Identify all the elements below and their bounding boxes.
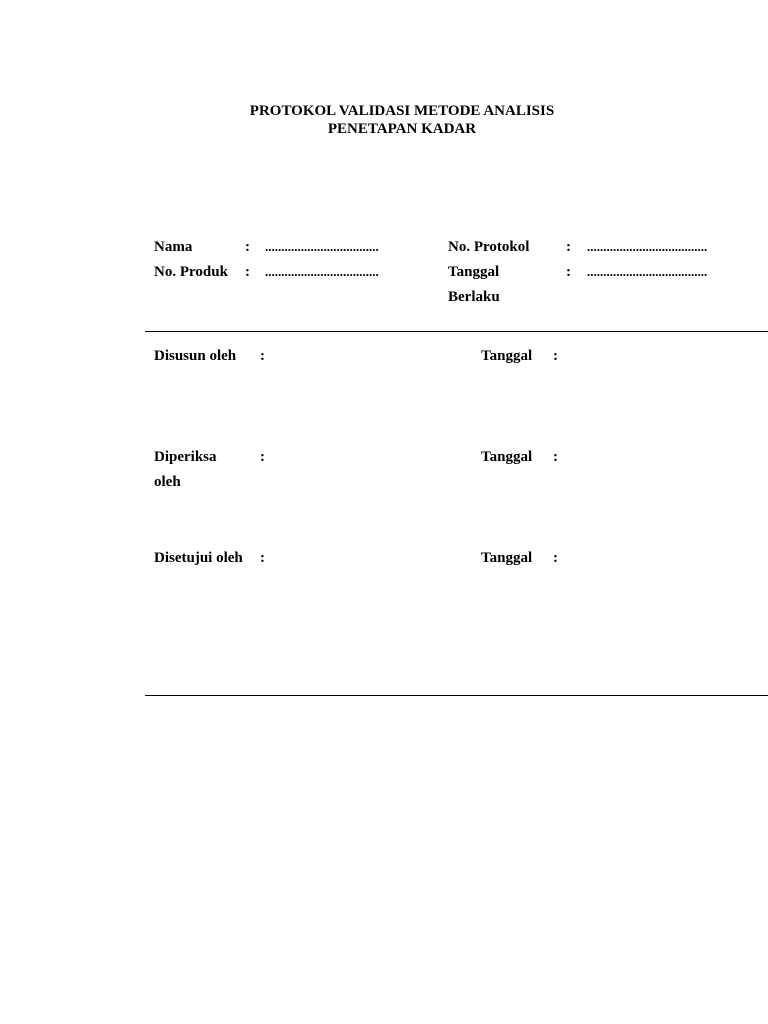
disetujui-tanggal-label: Tanggal bbox=[481, 550, 533, 566]
disusun-tanggal-colon: : bbox=[553, 348, 558, 364]
no-protokol-label: No. Protokol bbox=[448, 239, 530, 255]
nama-colon: : bbox=[245, 239, 250, 255]
tanggal-berlaku-colon: : bbox=[566, 264, 571, 280]
document-title-line1: PROTOKOL VALIDASI METODE ANALISIS bbox=[249, 103, 555, 119]
diperiksa-oleh-label-line2: oleh bbox=[154, 474, 181, 490]
disusun-tanggal-label: Tanggal bbox=[481, 348, 533, 364]
disetujui-oleh-colon: : bbox=[260, 550, 265, 566]
nama-label: Nama bbox=[154, 239, 193, 255]
disetujui-tanggal-colon: : bbox=[553, 550, 558, 566]
no-produk-value-field: ................................... bbox=[265, 264, 379, 279]
disusun-oleh-label: Disusun oleh bbox=[154, 348, 237, 364]
disetujui-oleh-label: Disetujui oleh bbox=[154, 550, 243, 566]
diperiksa-oleh-colon: : bbox=[260, 449, 265, 465]
top-divider bbox=[145, 331, 768, 332]
disusun-oleh-colon: : bbox=[260, 348, 265, 364]
no-protokol-value-field: ..................................... bbox=[587, 239, 708, 254]
nama-value-field: ................................... bbox=[265, 239, 379, 254]
tanggal-berlaku-value-field: ..................................... bbox=[587, 264, 708, 279]
diperiksa-tanggal-label: Tanggal bbox=[481, 449, 533, 465]
no-produk-label: No. Produk bbox=[154, 264, 228, 280]
document-title-line2: PENETAPAN KADAR bbox=[327, 121, 477, 137]
no-protokol-colon: : bbox=[566, 239, 571, 255]
bottom-divider bbox=[145, 695, 768, 696]
diperiksa-oleh-label-line1: Diperiksa bbox=[154, 449, 217, 465]
diperiksa-tanggal-colon: : bbox=[553, 449, 558, 465]
tanggal-berlaku-label-line2: Berlaku bbox=[448, 289, 500, 305]
tanggal-berlaku-label-line1: Tanggal bbox=[448, 264, 500, 280]
no-produk-colon: : bbox=[245, 264, 250, 280]
